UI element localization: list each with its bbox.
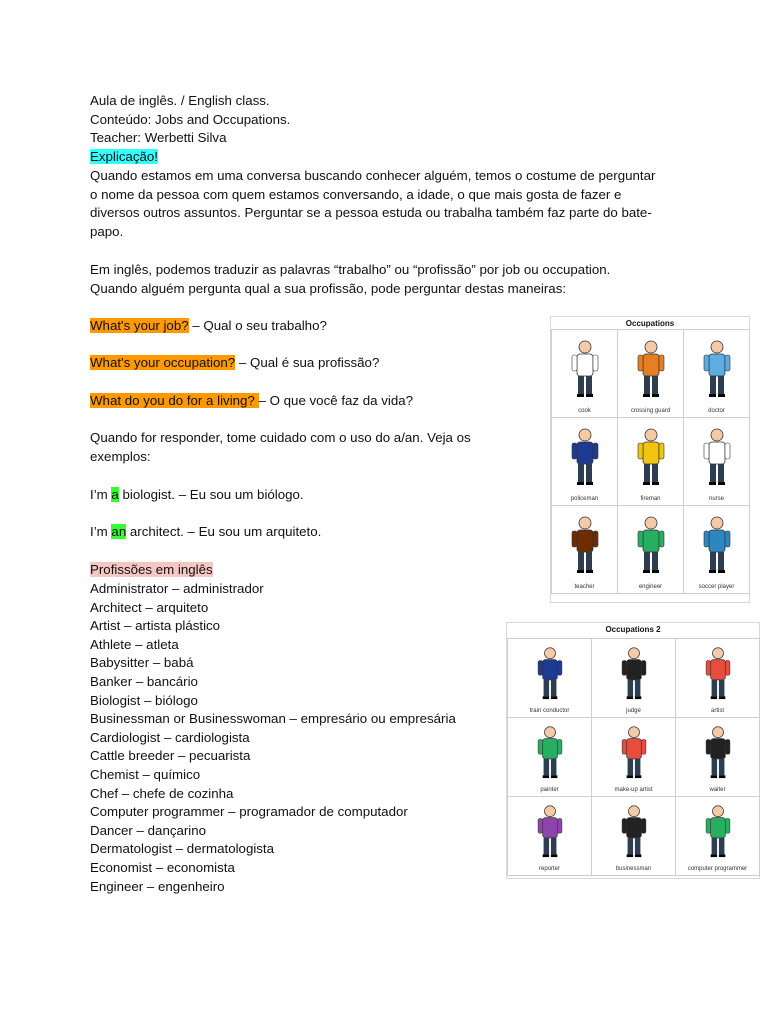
occupation-label: policeman xyxy=(570,496,599,502)
intro-p2-line-1: Em inglês, podemos traduzir as palavras “trabalho” ou “profissão” por job ou occupation. xyxy=(90,262,611,277)
occupation-cell xyxy=(507,796,592,876)
occupation-cell xyxy=(683,505,750,594)
occupation-cell xyxy=(683,417,750,506)
profession-item: Cattle breeder – pecuarista xyxy=(90,748,251,764)
occupation-cell xyxy=(675,717,760,797)
occupation-cell xyxy=(683,329,750,418)
article-note-line-1: Quando for responder, tome cuidado com o uso do a/an. Veja os xyxy=(90,430,471,445)
question-pt: – Qual o seu trabalho? xyxy=(188,318,327,333)
occupation-label: artist xyxy=(710,708,724,714)
person-icon xyxy=(634,424,668,488)
person-icon xyxy=(568,424,602,488)
professions-title: Profissões em inglês xyxy=(90,562,213,577)
grid-title: Occupations xyxy=(625,319,675,328)
profession-item: Athlete – atleta xyxy=(90,636,179,652)
profession-item: Computer programmer – programador de computador xyxy=(90,804,408,820)
profession-item: Cardiologist – cardiologista xyxy=(90,729,250,745)
intro-p1-line-4: papo. xyxy=(90,224,124,239)
header-line-3: Teacher: Werbetti Silva xyxy=(90,130,227,145)
profession-item: Chef – chefe de cozinha xyxy=(90,785,234,801)
question-living xyxy=(90,392,413,411)
occupation-label: make-up artist xyxy=(614,787,653,793)
occupation-cell xyxy=(591,796,676,876)
person-icon xyxy=(617,803,651,858)
occupation-cell xyxy=(551,505,618,594)
occupation-cell xyxy=(591,717,676,797)
question-pt: – Qual é sua profissão? xyxy=(235,355,380,370)
professions-title-line xyxy=(90,561,213,580)
occupation-label: businessman xyxy=(615,866,652,872)
occupation-label: cook xyxy=(578,408,591,414)
example-pre: I’m xyxy=(90,487,112,502)
occupation-cell xyxy=(551,417,618,506)
example-post: biologist. – Eu sou um biólogo. xyxy=(118,487,304,502)
occupation-cell xyxy=(675,796,760,876)
occupation-label: nurse xyxy=(708,496,724,502)
example-a xyxy=(90,486,304,505)
occupation-cell xyxy=(591,638,676,718)
occupations-2-image-grid xyxy=(506,622,760,879)
occupation-cell xyxy=(507,717,592,797)
article-highlight: an xyxy=(111,524,127,539)
profession-item: Architect – arquiteto xyxy=(90,599,209,615)
occupation-label: teacher xyxy=(574,584,595,590)
person-icon xyxy=(700,424,734,488)
occupation-label: train conductor xyxy=(529,708,570,714)
profession-item: Businessman or Businesswoman – empresário ou empresária xyxy=(90,711,456,727)
person-icon xyxy=(700,512,734,576)
explanation-label: Explicação! xyxy=(90,149,158,164)
intro-p1-line-2: o nome da pessoa com quem estamos conversando, a idade, o que mais gosta de fazer e xyxy=(90,187,622,202)
occupation-label: fireman xyxy=(640,496,661,502)
question-en: What's your occupation? xyxy=(90,355,236,370)
article-highlight: a xyxy=(111,487,119,502)
occupation-label: waiter xyxy=(709,787,726,793)
profession-item: Chemist – químico xyxy=(90,767,201,782)
person-icon xyxy=(617,724,651,779)
occupations-image-grid xyxy=(550,316,750,603)
grid-title: Occupations 2 xyxy=(605,625,661,634)
person-icon xyxy=(533,724,567,779)
intro-p1-line-1: Quando estamos em uma conversa buscando conhecer alguém, temos o costume de perguntar xyxy=(90,168,656,183)
question-pt: – O que você faz da vida? xyxy=(258,393,414,408)
profession-item: Babysitter – babá xyxy=(90,655,194,671)
person-icon xyxy=(701,645,735,700)
occupation-label: judge xyxy=(626,708,641,714)
question-en: What's your job? xyxy=(90,318,189,333)
occupation-cell xyxy=(675,638,760,718)
profession-item: Economist – economista xyxy=(90,860,235,875)
example-an xyxy=(90,523,321,542)
person-icon xyxy=(701,803,735,858)
profession-item: Biologist – biólogo xyxy=(90,692,198,708)
person-icon xyxy=(568,512,602,576)
occupation-cell xyxy=(617,505,684,594)
intro-p1-line-3: diversos outros assuntos. Perguntar se a pessoa estuda ou trabalha também faz parte do bate- xyxy=(90,205,652,220)
person-icon xyxy=(533,645,567,700)
profession-item: Dermatologist – dermatologista xyxy=(90,841,275,857)
example-post: architect. – Eu sou um arquiteto. xyxy=(126,524,322,539)
person-icon xyxy=(533,803,567,858)
person-icon xyxy=(617,645,651,700)
question-en: What do you do for a living? xyxy=(90,393,259,408)
profession-item: Banker – bancário xyxy=(90,674,198,689)
article-note-line-2: exemplos: xyxy=(90,449,151,464)
header-line-2: Conteúdo: Jobs and Occupations. xyxy=(90,112,291,127)
occupation-label: engineer xyxy=(638,584,663,590)
intro-p2-line-2: Quando alguém pergunta qual a sua profissão, pode perguntar destas maneiras: xyxy=(90,281,567,296)
person-icon xyxy=(568,336,602,400)
profession-item: Engineer – engenheiro xyxy=(90,878,225,894)
header-line-1: Aula de inglês. / English class. xyxy=(90,93,270,108)
occupation-label: doctor xyxy=(708,408,725,414)
question-job xyxy=(90,317,327,336)
occupation-label: computer programmer xyxy=(687,866,748,872)
profession-item: Dancer – dançarino xyxy=(90,822,207,838)
person-icon xyxy=(634,512,668,576)
occupation-label: soccer player xyxy=(698,584,735,590)
person-icon xyxy=(634,336,668,400)
occupation-cell xyxy=(551,329,618,418)
example-pre: I’m xyxy=(90,524,112,539)
occupation-cell xyxy=(617,417,684,506)
profession-item: Artist – artista plástico xyxy=(90,618,221,634)
occupation-label: crossing guard xyxy=(630,408,671,414)
profession-item: Administrator – administrador xyxy=(90,581,264,596)
person-icon xyxy=(701,724,735,779)
explanation-label-line xyxy=(90,148,158,167)
question-occupation xyxy=(90,354,379,373)
occupation-cell xyxy=(617,329,684,418)
person-icon xyxy=(700,336,734,400)
occupation-label: reporter xyxy=(538,866,560,872)
occupation-cell xyxy=(507,638,592,718)
occupation-label: painter xyxy=(540,787,559,793)
